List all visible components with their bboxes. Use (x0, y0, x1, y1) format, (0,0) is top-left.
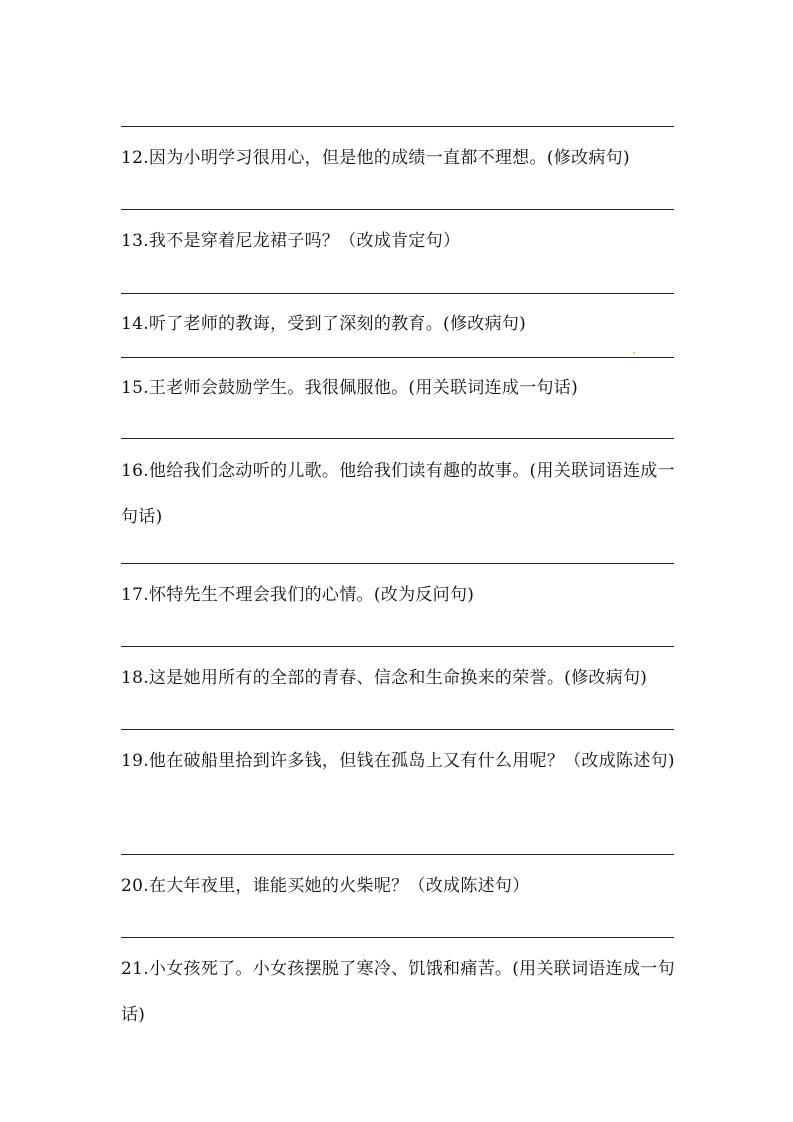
question-16: 16.他给我们念动听的儿歌。他给我们读有趣的故事。(用关联词语连成一句话) (121, 461, 675, 527)
question-12: 12.因为小明学习很用心，但是他的成绩一直都不理想。(修改病句) (121, 148, 630, 168)
question-19: 19.他在破船里拾到许多钱，但钱在孤岛上又有什么用呢？（改成陈述句) (121, 751, 675, 771)
question-20: 20.在大年夜里，谁能买她的火柴呢？（改成陈述句） (121, 876, 530, 896)
answer-line (121, 357, 674, 358)
question-15: 15.王老师会鼓励学生。我很佩服他。(用关联词连成一句话) (121, 378, 578, 398)
answer-line (121, 209, 674, 210)
question-17: 17.怀特先生不理会我们的心情。(改为反问句) (121, 585, 475, 605)
scan-speck (633, 352, 635, 354)
question-14: 14.听了老师的教诲，受到了深刻的教育。(修改病句) (121, 314, 527, 334)
answer-line (121, 937, 674, 938)
answer-line (121, 438, 674, 439)
answer-line (121, 854, 674, 855)
answer-line (121, 729, 674, 730)
answer-line (121, 563, 674, 564)
answer-line (121, 126, 674, 127)
question-18: 18.这是她用所有的全部的青春、信念和生命换来的荣誉。(修改病句) (121, 668, 648, 688)
question-21: 21.小女孩死了。小女孩摆脱了寒冷、饥饿和痛苦。(用关联词语连成一句话) (121, 959, 675, 1025)
answer-line (121, 293, 674, 294)
question-13: 13.我不是穿着尼龙裙子吗？（改成肯定句） (121, 231, 461, 251)
answer-line (121, 646, 674, 647)
